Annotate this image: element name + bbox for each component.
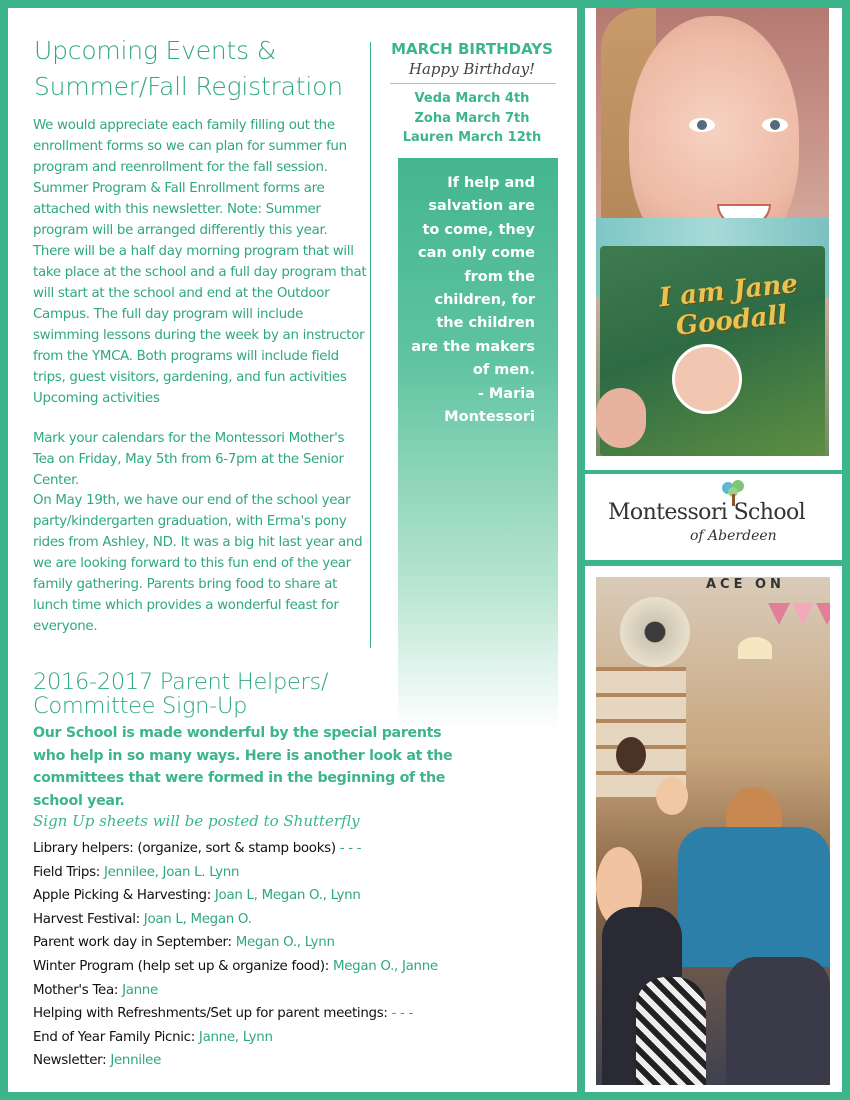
committee-volunteers: Joan L, Megan O., Lynn — [210, 888, 361, 904]
committee-task: Parent work day in September: — [33, 935, 232, 951]
committee-item — [33, 1049, 473, 1073]
committee-task: Harvest Festival: — [33, 911, 140, 927]
pennant-flag — [792, 603, 814, 625]
committee-task: Apple Picking & Harvesting: — [33, 888, 211, 904]
committee-task: Field Trips: — [33, 864, 100, 880]
committee-volunteers: Janne — [118, 982, 158, 998]
eye-shape — [762, 118, 788, 132]
committee-volunteers: Jennilee — [106, 1053, 162, 1069]
pennant-flag — [816, 603, 830, 625]
committee-item — [33, 1026, 473, 1050]
quote — [408, 172, 535, 429]
quote-text: If help and salvation are to come, they can only come from the children, for the children are the makers of men. — [411, 175, 535, 379]
quote-author: - Maria Montessori — [444, 385, 535, 426]
committee-task: Library helpers: (organize, sort & stamp books) — [33, 841, 336, 856]
committee-item — [33, 931, 473, 955]
child-head — [616, 737, 646, 773]
birthdays-divider — [390, 83, 556, 84]
committees-intro: Our School is made wonderful by the special parents who help in so many ways. Here is another look at the committees that were formed in the beginning of the school year. — [33, 725, 453, 809]
logo-name: Montessori School — [608, 500, 806, 525]
committee-list — [33, 837, 473, 1073]
events-paragraph-enrollment: We would appreciate each family filling out the enrollment forms so we can plan for summer fun program and reenrollment for the fall session. Summer Program & Fall Enrollment forms are attached with this newsletter. Note: Summer program will be arranged differently this year. There will be a half day morning program that will take place at the school and a full day program that will start at the school and end at the Outdoor Campus. The full day program will include swimming lessons during the week by an instructor from the YMCA. Both programs will include field trips, guest visitors, gardening, and fun activities Upcoming activities — [33, 118, 367, 406]
girl-with-book-photo — [596, 8, 829, 456]
committee-task: End of Year Family Picnic: — [33, 1029, 195, 1045]
child-head — [656, 777, 688, 815]
birthdays-list — [386, 89, 558, 148]
birthday-entry: Lauren March 12th — [402, 130, 542, 145]
hand-shape — [596, 388, 646, 448]
committee-task: Winter Program (help set up & organize food): — [33, 958, 329, 974]
wall-fan — [620, 597, 690, 667]
committee-volunteers: - - - — [387, 1006, 414, 1022]
committee-volunteers: Joan L, Megan O. — [139, 911, 252, 927]
birthdays-heading: MARCH BIRTHDAYS — [391, 40, 553, 58]
column-divider — [370, 42, 371, 648]
committee-volunteers: - - - — [335, 841, 362, 856]
events-heading: Upcoming Events & Summer/Fall Registration — [34, 36, 343, 101]
birthdays-subtitle: Happy Birthday! — [408, 60, 536, 78]
ceiling-lamp — [738, 637, 772, 659]
committee-item — [33, 884, 473, 908]
committee-task: Helping with Refreshments/Set up for parent meetings: — [33, 1006, 388, 1022]
child-shirt — [726, 957, 830, 1085]
pennant-flag — [768, 603, 790, 625]
book-title: I am Jane Goodall — [657, 268, 800, 342]
committee-volunteers: Janne, Lynn — [194, 1029, 273, 1045]
classroom-photo — [596, 577, 830, 1085]
committee-volunteers: Megan O., Lynn — [231, 935, 335, 951]
book-illustration — [672, 344, 742, 414]
committee-task: Newsletter: — [33, 1053, 107, 1069]
committees-heading: 2016-2017 Parent Helpers/ Committee Sign-Up — [33, 669, 329, 719]
signup-note: Sign Up sheets will be posted to Shutterfly — [33, 812, 360, 830]
committee-task: Mother's Tea: — [33, 982, 119, 998]
school-logo — [608, 480, 818, 552]
birthday-entry: Zoha March 7th — [414, 110, 530, 126]
logo-tagline: of Aberdeen — [690, 528, 777, 544]
wall-banner: ACE ON — [706, 577, 785, 592]
committee-volunteers: Megan O., Janne — [328, 958, 438, 974]
child-shirt — [636, 977, 706, 1085]
eye-shape — [689, 118, 715, 132]
child-shirt — [678, 827, 830, 967]
committee-item — [33, 861, 473, 885]
events-paragraph-mothers-tea: Mark your calendars for the Montessori Mother's Tea on Friday, May 5th from 6-7pm at the Senior Center. — [33, 431, 345, 488]
committee-item — [33, 1002, 473, 1026]
committee-item — [33, 955, 473, 979]
events-paragraph-graduation: On May 19th, we have our end of the school year party/kindergarten graduation, with Erma's pony rides from Ashley, ND. It was a big hit last year and we are looking forward to this fun end of the year family gathering. Parents bring food to share at lunch time which provides a wonderful feast for everyone. — [33, 493, 363, 634]
committee-item — [33, 837, 473, 861]
birthday-entry: Veda March 4th — [414, 91, 530, 106]
committee-item — [33, 979, 473, 1003]
committee-volunteers: Jennilee, Joan L. Lynn — [100, 864, 240, 880]
committee-item — [33, 908, 473, 932]
